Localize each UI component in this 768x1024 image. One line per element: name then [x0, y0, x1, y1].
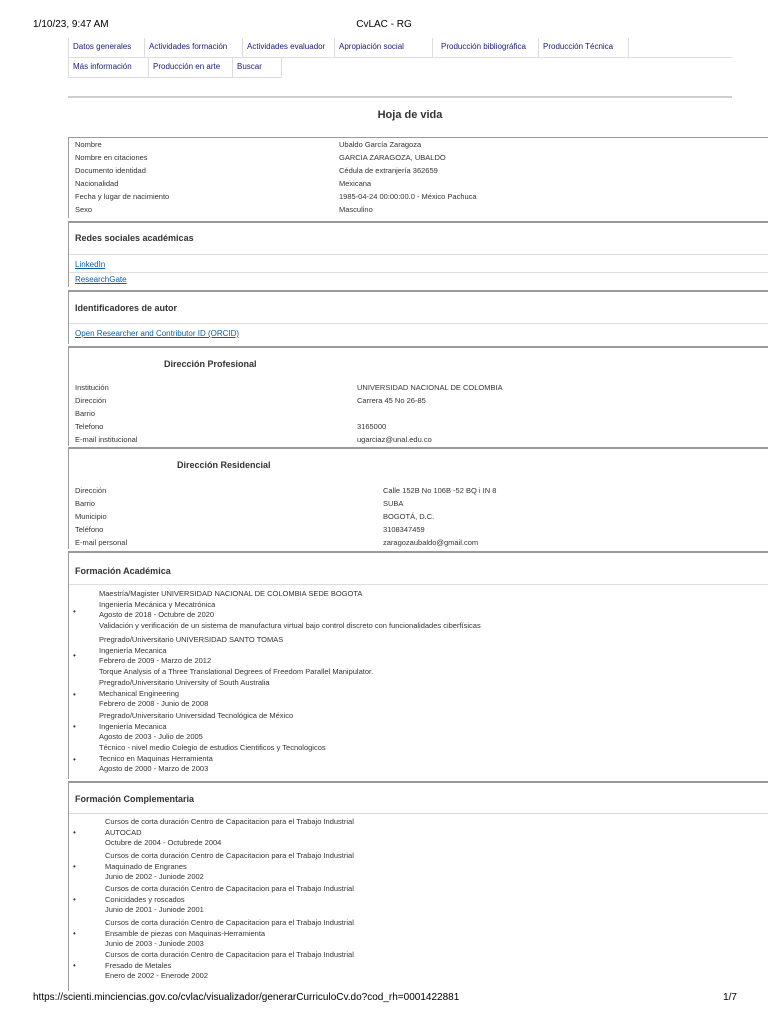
direccion-residencial-title: Dirección Residencial [177, 460, 271, 470]
section-divider [69, 254, 768, 255]
direccion-residencial-box [68, 447, 768, 549]
data-row: Telefono 3165000 [75, 422, 387, 431]
top-divider [68, 96, 732, 98]
formacion-academica-title: Formación Académica [75, 566, 171, 576]
direccion-profesional-box [68, 346, 768, 446]
nav-datos-generales[interactable]: Datos generales [68, 38, 144, 57]
print-title: CvLAC - RG [356, 19, 412, 30]
list-item: Pregrado/Universitario University of South Australia Mechanical Engineering Febrero de 2008 - Junio de 2008 [99, 678, 270, 708]
data-row: Institución UNIVERSIDAD NACIONAL DE COLOMBIA [75, 383, 503, 392]
formacion-academica-box [68, 551, 768, 779]
nav-produccion-tecnica[interactable]: Producción Técnica [538, 38, 628, 57]
print-header [0, 19, 768, 33]
bullet-icon: • [73, 828, 76, 837]
list-item: Maestría/Magister UNIVERSIDAD NACIONAL DE COLOMBIA SEDE BOGOTA Ingeniería Mecánica y Mecatrónica Agosto de 2018 - Octubre de 2020 Validación y verificación de un sistema de manufactura virtual bajo control discreto con funcionalidades ciberfísicas [99, 589, 481, 630]
list-item: Técnico - nivel medio Colegio de estudios Cientificos y Tecnologicos Tecnico en Maquinas Herramienta Agosto de 2000 - Marzo de 2003 [99, 743, 326, 773]
data-row: Barrio SUBA [75, 499, 404, 508]
data-row: Nacionalidad Mexicana [75, 179, 372, 188]
bullet-icon: • [73, 651, 76, 660]
list-item: Cursos de corta duración Centro de Capacitacion para el Trabajo Industrial Ensamble de piezas con Maquinas-Herramienta Junio de 2003 - Juniode 2003 [105, 918, 354, 948]
nav-buscar[interactable]: Buscar [232, 58, 282, 77]
direccion-profesional-title: Dirección Profesional [164, 359, 257, 369]
nav-actividades-evaluador[interactable]: Actividades evaluador [242, 38, 334, 57]
formacion-complementaria-title: Formación Complementaria [75, 794, 195, 804]
page-title: Hoja de vida [377, 109, 443, 121]
print-page-number: 1/7 [723, 992, 737, 1003]
list-item: Pregrado/Universitario Universidad Tecnológica de México Ingeniería Mecanica Agosto de 2003 - Julio de 2005 [99, 711, 294, 741]
researchgate-link[interactable]: ResearchGate [75, 275, 127, 284]
formacion-complementaria-box [68, 781, 768, 991]
list-item: Cursos de corta duración Centro de Capacitacion para el Trabajo Industrial AUTOCAD Octubre de 2004 - Octubrede 2004 [105, 817, 354, 847]
nav-row-2 [68, 58, 282, 78]
nav-apropiacion-social[interactable]: Apropiación social [334, 38, 432, 57]
data-row: E-mail personal zaragozaubaldo@gmail.com [75, 538, 479, 547]
bullet-icon: • [73, 895, 76, 904]
data-row: Barrio [75, 409, 96, 418]
datos-generales-box [68, 137, 768, 218]
nav-produccion-bibliografica[interactable]: Producción bibliográfica [432, 38, 538, 57]
list-item: Cursos de corta duración Centro de Capacitacion para el Trabajo Industrial Fresado de Metales Enero de 2002 - Enerode 2002 [105, 950, 354, 980]
data-row: Sexo Masculino [75, 205, 373, 214]
identificadores-box [68, 290, 768, 344]
main-nav [68, 38, 732, 78]
bullet-icon: • [73, 607, 76, 616]
bullet-icon: • [73, 690, 76, 699]
section-divider [69, 272, 768, 273]
list-item: Pregrado/Universitario UNIVERSIDAD SANTO TOMAS Ingeniería Mecanica Febrero de 2009 - Marzo de 2012 Torque Analysis of a Three Translational Degrees of Freedom Parallel Manipulator. [99, 635, 374, 676]
bullet-icon: • [73, 961, 76, 970]
nav-produccion-en-arte[interactable]: Producción en arte [148, 58, 232, 77]
print-url: https://scienti.minciencias.gov.co/cvlac/visualizador/generarCurriculoCv.do?cod_rh=0001422881 [33, 992, 460, 1003]
print-datetime: 1/10/23, 9:47 AM [33, 19, 109, 30]
nav-actividades-formacion[interactable]: Actividades formación [144, 38, 242, 57]
orcid-link[interactable]: Open Researcher and Contributor ID (ORCID) [75, 329, 240, 338]
identificadores-title: Identificadores de autor [75, 303, 178, 313]
redes-title: Redes sociales académicas [75, 233, 194, 243]
print-footer [0, 992, 768, 1006]
nav-row-1 [68, 38, 732, 58]
data-row: Nombre en citaciones GARCIA ZARAGOZA, UBALDO [75, 153, 446, 162]
data-row: Documento identidad Cédula de extranjería 362659 [75, 166, 438, 175]
bullet-icon: • [73, 862, 76, 871]
data-row: Fecha y lugar de nacimiento 1985-04-24 00:00:00.0 - México Pachuca [75, 192, 477, 201]
data-row: Teléfono 3108347459 [75, 525, 425, 534]
data-row: Municipio BOGOTÁ, D.C. [75, 512, 435, 521]
list-item: Cursos de corta duración Centro de Capacitacion para el Trabajo Industrial Maquinado de Engranes Junio de 2002 - Juniode 2002 [105, 851, 354, 881]
data-row: Nombre Ubaldo García Zaragoza [75, 140, 422, 149]
bullet-icon: • [73, 929, 76, 938]
nav-row-1-end [628, 38, 732, 57]
bullet-icon: • [73, 755, 76, 764]
linkedin-link[interactable]: LinkedIn [75, 260, 106, 269]
redes-box [68, 221, 768, 287]
bullet-icon: • [73, 722, 76, 731]
list-item: Cursos de corta duración Centro de Capacitacion para el Trabajo Industrial Conicidades y roscados Junio de 2001 - Juniode 2001 [105, 884, 354, 914]
data-row: E-mail institucional ugarciaz@unal.edu.co [75, 435, 432, 444]
nav-mas-informacion[interactable]: Más información [68, 58, 148, 77]
data-row: Dirección Calle 152B No 106B -52 BQ i IN 8 [75, 486, 497, 495]
section-divider [69, 323, 768, 324]
data-row: Dirección Carrera 45 No 26-85 [75, 396, 426, 405]
